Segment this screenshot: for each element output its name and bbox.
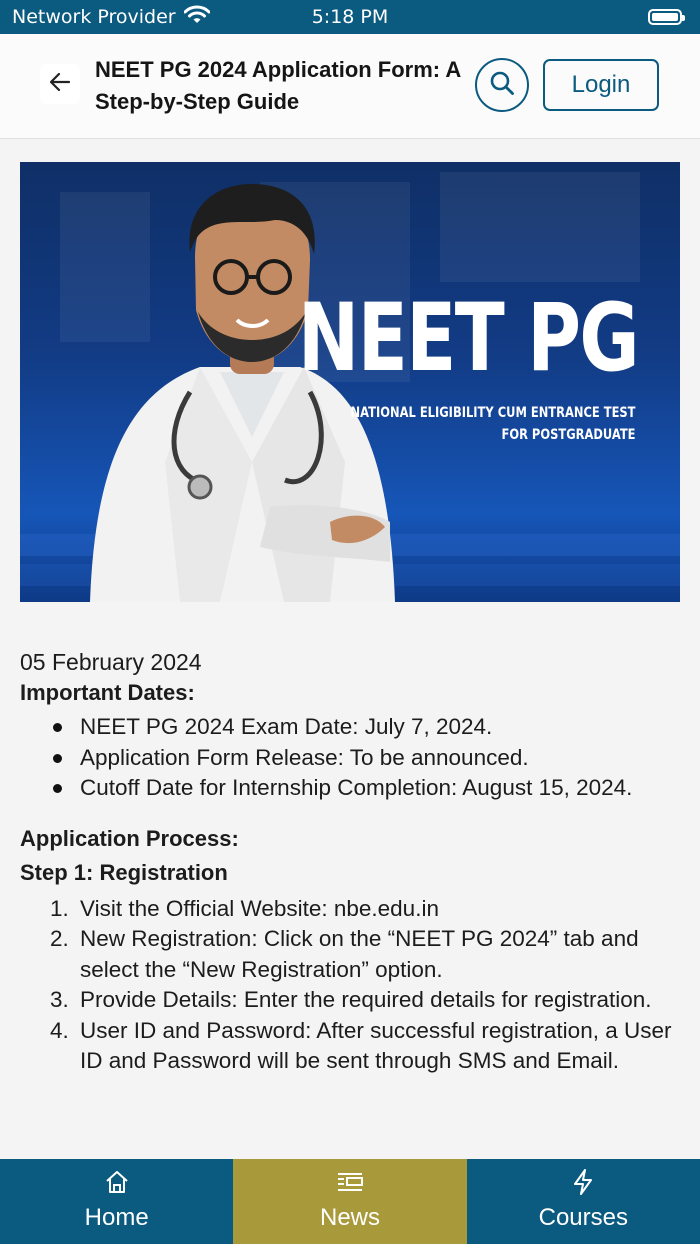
bottom-tab-bar	[0, 1159, 700, 1244]
battery-icon	[648, 9, 682, 25]
status-time: 5:18 PM	[311, 6, 389, 28]
lightning-icon	[569, 1168, 597, 1196]
tab-courses[interactable]	[467, 1159, 700, 1244]
list-item	[50, 924, 680, 985]
application-process-heading: Application Process:	[20, 825, 239, 851]
page-title: NEET PG 2024 Application Form: A Step-by-Step Guide	[95, 57, 461, 114]
status-bar	[0, 0, 700, 34]
list-item: NEET PG 2024 Exam Date: July 7, 2024.	[80, 712, 680, 743]
search-icon	[489, 70, 515, 101]
search-button[interactable]	[475, 58, 529, 112]
registration-steps-list	[20, 894, 680, 1077]
step-text: Visit the Official Website: nbe.edu.in	[80, 895, 439, 921]
carrier-label: Network Provider	[12, 6, 176, 28]
home-icon	[103, 1168, 131, 1196]
step-number: 2.	[50, 926, 69, 951]
list-item	[50, 985, 680, 1016]
hero-title: NEET PG	[297, 284, 638, 393]
tab-home[interactable]	[0, 1159, 233, 1244]
hero-subtitle-line-1: NATIONAL ELIGIBILITY CUM ENTRANCE TEST	[351, 405, 636, 421]
news-icon	[336, 1168, 364, 1196]
step-text: New Registration: Click on the “NEET PG 2024” tab and select the “New Registration” option.	[80, 926, 639, 982]
step-text: Provide Details: Enter the required details for registration.	[80, 987, 652, 1012]
important-dates-heading: Important Dates:	[20, 680, 195, 705]
tab-label: News	[319, 1203, 380, 1231]
wifi-icon	[184, 5, 210, 30]
article-hero-image	[20, 162, 680, 602]
step-number: 3.	[50, 987, 69, 1012]
app-header	[0, 34, 700, 139]
list-item	[50, 1016, 680, 1077]
tab-label: Home	[84, 1203, 149, 1231]
hero-subtitle	[351, 402, 636, 446]
list-item: Application Form Release: To be announced.	[80, 743, 680, 774]
step-text: User ID and Password: After successful registration, a User ID and Password will be sent through SMS and Email.	[80, 1017, 672, 1073]
step-number: 4.	[50, 1017, 69, 1043]
step-number: 1.	[50, 895, 69, 921]
step-heading: Step 1: Registration	[20, 859, 228, 885]
tab-news[interactable]	[233, 1159, 466, 1244]
list-item: Cutoff Date for Internship Completion: August 15, 2024.	[80, 773, 680, 804]
list-item	[50, 894, 680, 925]
article-date: 05 February 2024	[20, 649, 202, 675]
arrow-left-icon	[49, 72, 71, 97]
status-left	[12, 5, 210, 30]
hero-subtitle-line-2: FOR POSTGRADUATE	[501, 427, 636, 443]
important-dates-list	[20, 712, 680, 804]
tab-label: Courses	[538, 1203, 628, 1231]
article-body	[20, 646, 680, 1077]
back-button[interactable]	[40, 64, 80, 104]
login-button[interactable]: Login	[543, 59, 659, 111]
